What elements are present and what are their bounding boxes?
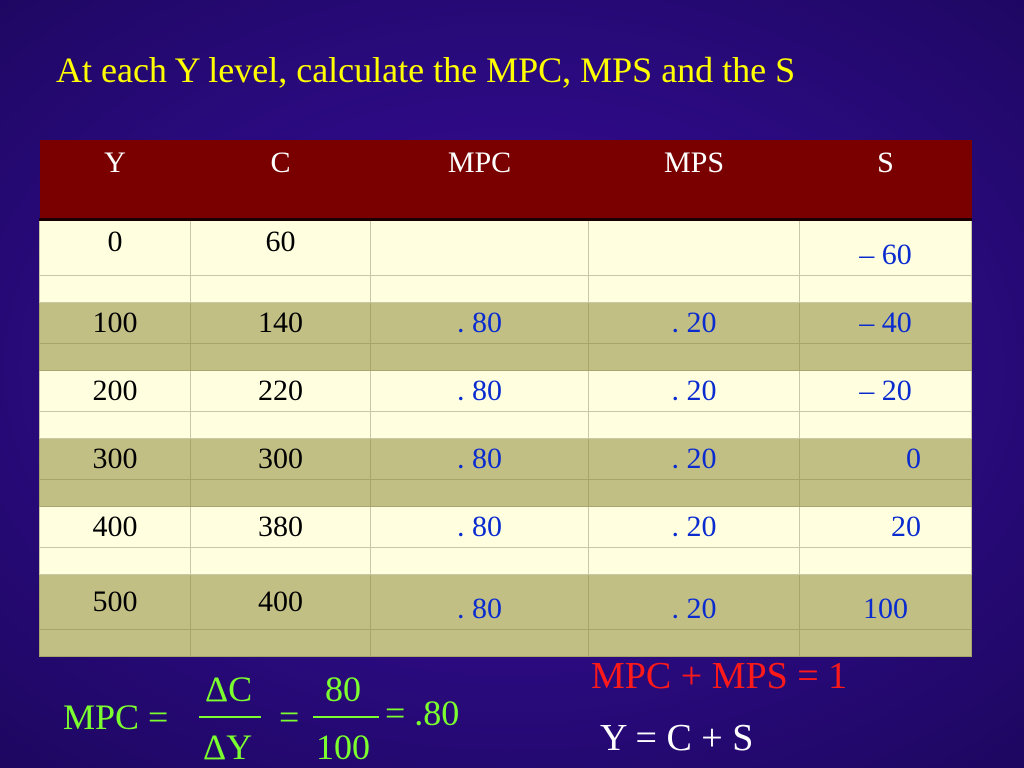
cell-mpc: . 80 <box>371 439 589 480</box>
table-row <box>40 507 972 548</box>
header-y: Y <box>40 140 191 220</box>
cell-s: 100 <box>800 575 972 630</box>
mpc-mps-identity: MPC + MPS = 1 <box>591 655 848 697</box>
cell-y: 100 <box>40 303 191 344</box>
table-row <box>40 303 972 344</box>
cell-mpc: . 80 <box>371 303 589 344</box>
income-identity: Y = C + S <box>600 717 754 759</box>
header-s: S <box>800 140 972 220</box>
header-mps: MPS <box>589 140 800 220</box>
cell-y: 0 <box>40 220 191 276</box>
table-row-spacer <box>40 344 972 371</box>
cell-y: 200 <box>40 371 191 412</box>
table-row-spacer <box>40 548 972 575</box>
cell-c: 400 <box>191 575 371 630</box>
cell-mps: . 20 <box>589 507 800 548</box>
slide-title: At each Y level, calculate the MPC, MPS and the S <box>56 50 796 90</box>
table-row <box>40 439 972 480</box>
formula-numerator: 80 <box>325 669 361 709</box>
formula-equals: = <box>279 697 300 737</box>
cell-c: 220 <box>191 371 371 412</box>
cell-mpc: . 80 <box>371 371 589 412</box>
table-row <box>40 220 972 276</box>
table-header-row <box>40 140 972 220</box>
table-row-spacer <box>40 480 972 507</box>
fraction-bar <box>313 716 379 718</box>
table-row <box>40 575 972 630</box>
table-row-spacer <box>40 276 972 303</box>
cell-mps: . 20 <box>589 439 800 480</box>
formula-denominator: 100 <box>316 727 370 767</box>
cell-mpc: . 80 <box>371 507 589 548</box>
cell-y: 300 <box>40 439 191 480</box>
cell-s: 0 <box>800 439 972 480</box>
cell-y: 500 <box>40 575 191 630</box>
formula-lhs: MPC = <box>63 697 169 737</box>
formula-delta-y: ΔY <box>203 727 253 767</box>
table-row <box>40 371 972 412</box>
table-row-spacer <box>40 630 972 657</box>
table-row-spacer <box>40 412 972 439</box>
header-mpc: MPC <box>371 140 589 220</box>
cell-s: – 40 <box>800 303 972 344</box>
cell-mpc <box>371 220 589 276</box>
cell-c: 300 <box>191 439 371 480</box>
fraction-bar <box>199 716 261 718</box>
cell-s: – 60 <box>800 220 972 276</box>
cell-mpc: . 80 <box>371 575 589 630</box>
cell-mps <box>589 220 800 276</box>
cell-c: 140 <box>191 303 371 344</box>
cell-c: 60 <box>191 220 371 276</box>
cell-mps: . 20 <box>589 575 800 630</box>
cell-y: 400 <box>40 507 191 548</box>
cell-s: – 20 <box>800 371 972 412</box>
cell-c: 380 <box>191 507 371 548</box>
consumption-table <box>39 140 972 657</box>
header-c: C <box>191 140 371 220</box>
formula-result: = .80 <box>385 693 460 733</box>
cell-s: 20 <box>800 507 972 548</box>
formula-delta-c: ΔC <box>205 669 253 709</box>
cell-mps: . 20 <box>589 303 800 344</box>
cell-mps: . 20 <box>589 371 800 412</box>
